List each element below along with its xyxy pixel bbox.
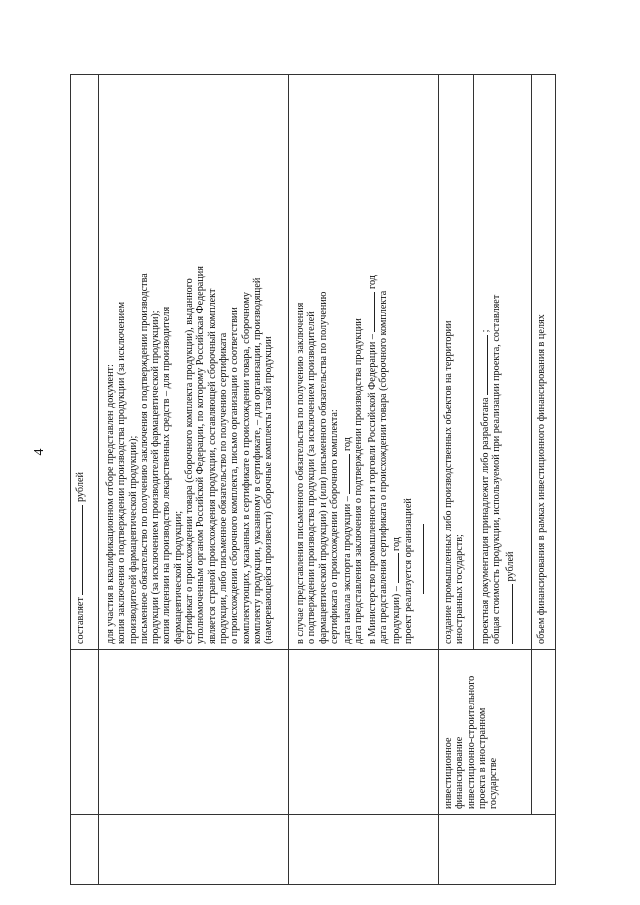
form-table <box>70 74 556 885</box>
cell-c3: для участия в квалификационном отборе представлен документ: копия заключения о подтверждении производства продукции (за исключением производителей фармацевтической продукции); письменное обязательство по получению заключения о подтверждении производства продукции (за исключением производителей фармацевтической продукции); копия лицензии на производство лекарственных средств – для производителя фармацевтической продукции; сертификат о происхождении товара (сборочного комплекта продукции), выданного уполномоченным органом Российской Федерации, по которому Российская Федерация является страной происхождения продукции, составляющей сборочный комплект продукции, либо письменное обязательство по получению сертификата о происхождении сборочного комплекта, письмо организации о соответствии комплектующих, указанных в сертификате о происхождении товара, сборочному комплекту продукции, указанному в сертификате, – для организации, производящей (намеревающейся произвести) сборочные комплекты такой продукции <box>99 75 289 650</box>
table-row <box>439 75 474 885</box>
cell-c1 <box>99 815 289 885</box>
cell-c1 <box>439 815 556 885</box>
cell-c3: в случае представления письменного обязательства по получению заключения о подтверждении производства продукции (за исключением производителей фармацевтической продукции) и (или) письменного обязательства по получению сертификата о происхождении сборочного комплекта: дата начала экспорта продукции – год дата представления заключения о подтверждении производства продукции в Министерство промышленности и торговли Российской Федерации – год дата представления сертификата о происхождении товара (сборочного комплекта продукции) – год проект реализуется организацией <box>289 75 439 650</box>
cell-c2 <box>71 650 99 815</box>
cell-c3: проектная документация принадлежит либо разработана ; общая стоимость продукции, используемой при реализации проекта, составляет рублей <box>474 75 532 650</box>
cell-c2 <box>99 650 289 815</box>
rotated-table-area <box>70 75 610 885</box>
table-row <box>532 75 556 885</box>
page-number: 4 <box>32 448 47 456</box>
cell-c1 <box>289 815 439 885</box>
cell-c1 <box>71 815 99 885</box>
cell-c2 <box>532 650 556 815</box>
cell-c3: объем финансирования в рамках инвестиционного финансирования в целях <box>532 75 556 650</box>
cell-c2: инвестиционное финансирование инвестиционно-строительного проекта в иностранном государстве <box>439 650 532 815</box>
table-row <box>289 75 439 885</box>
table-row <box>99 75 289 885</box>
table-row <box>71 75 99 885</box>
cell-c3: создание промышленных либо производственных объектов на территории иностранных государств; <box>439 75 474 650</box>
cell-c3: составляет рублей <box>71 75 99 650</box>
cell-c2 <box>289 650 439 815</box>
